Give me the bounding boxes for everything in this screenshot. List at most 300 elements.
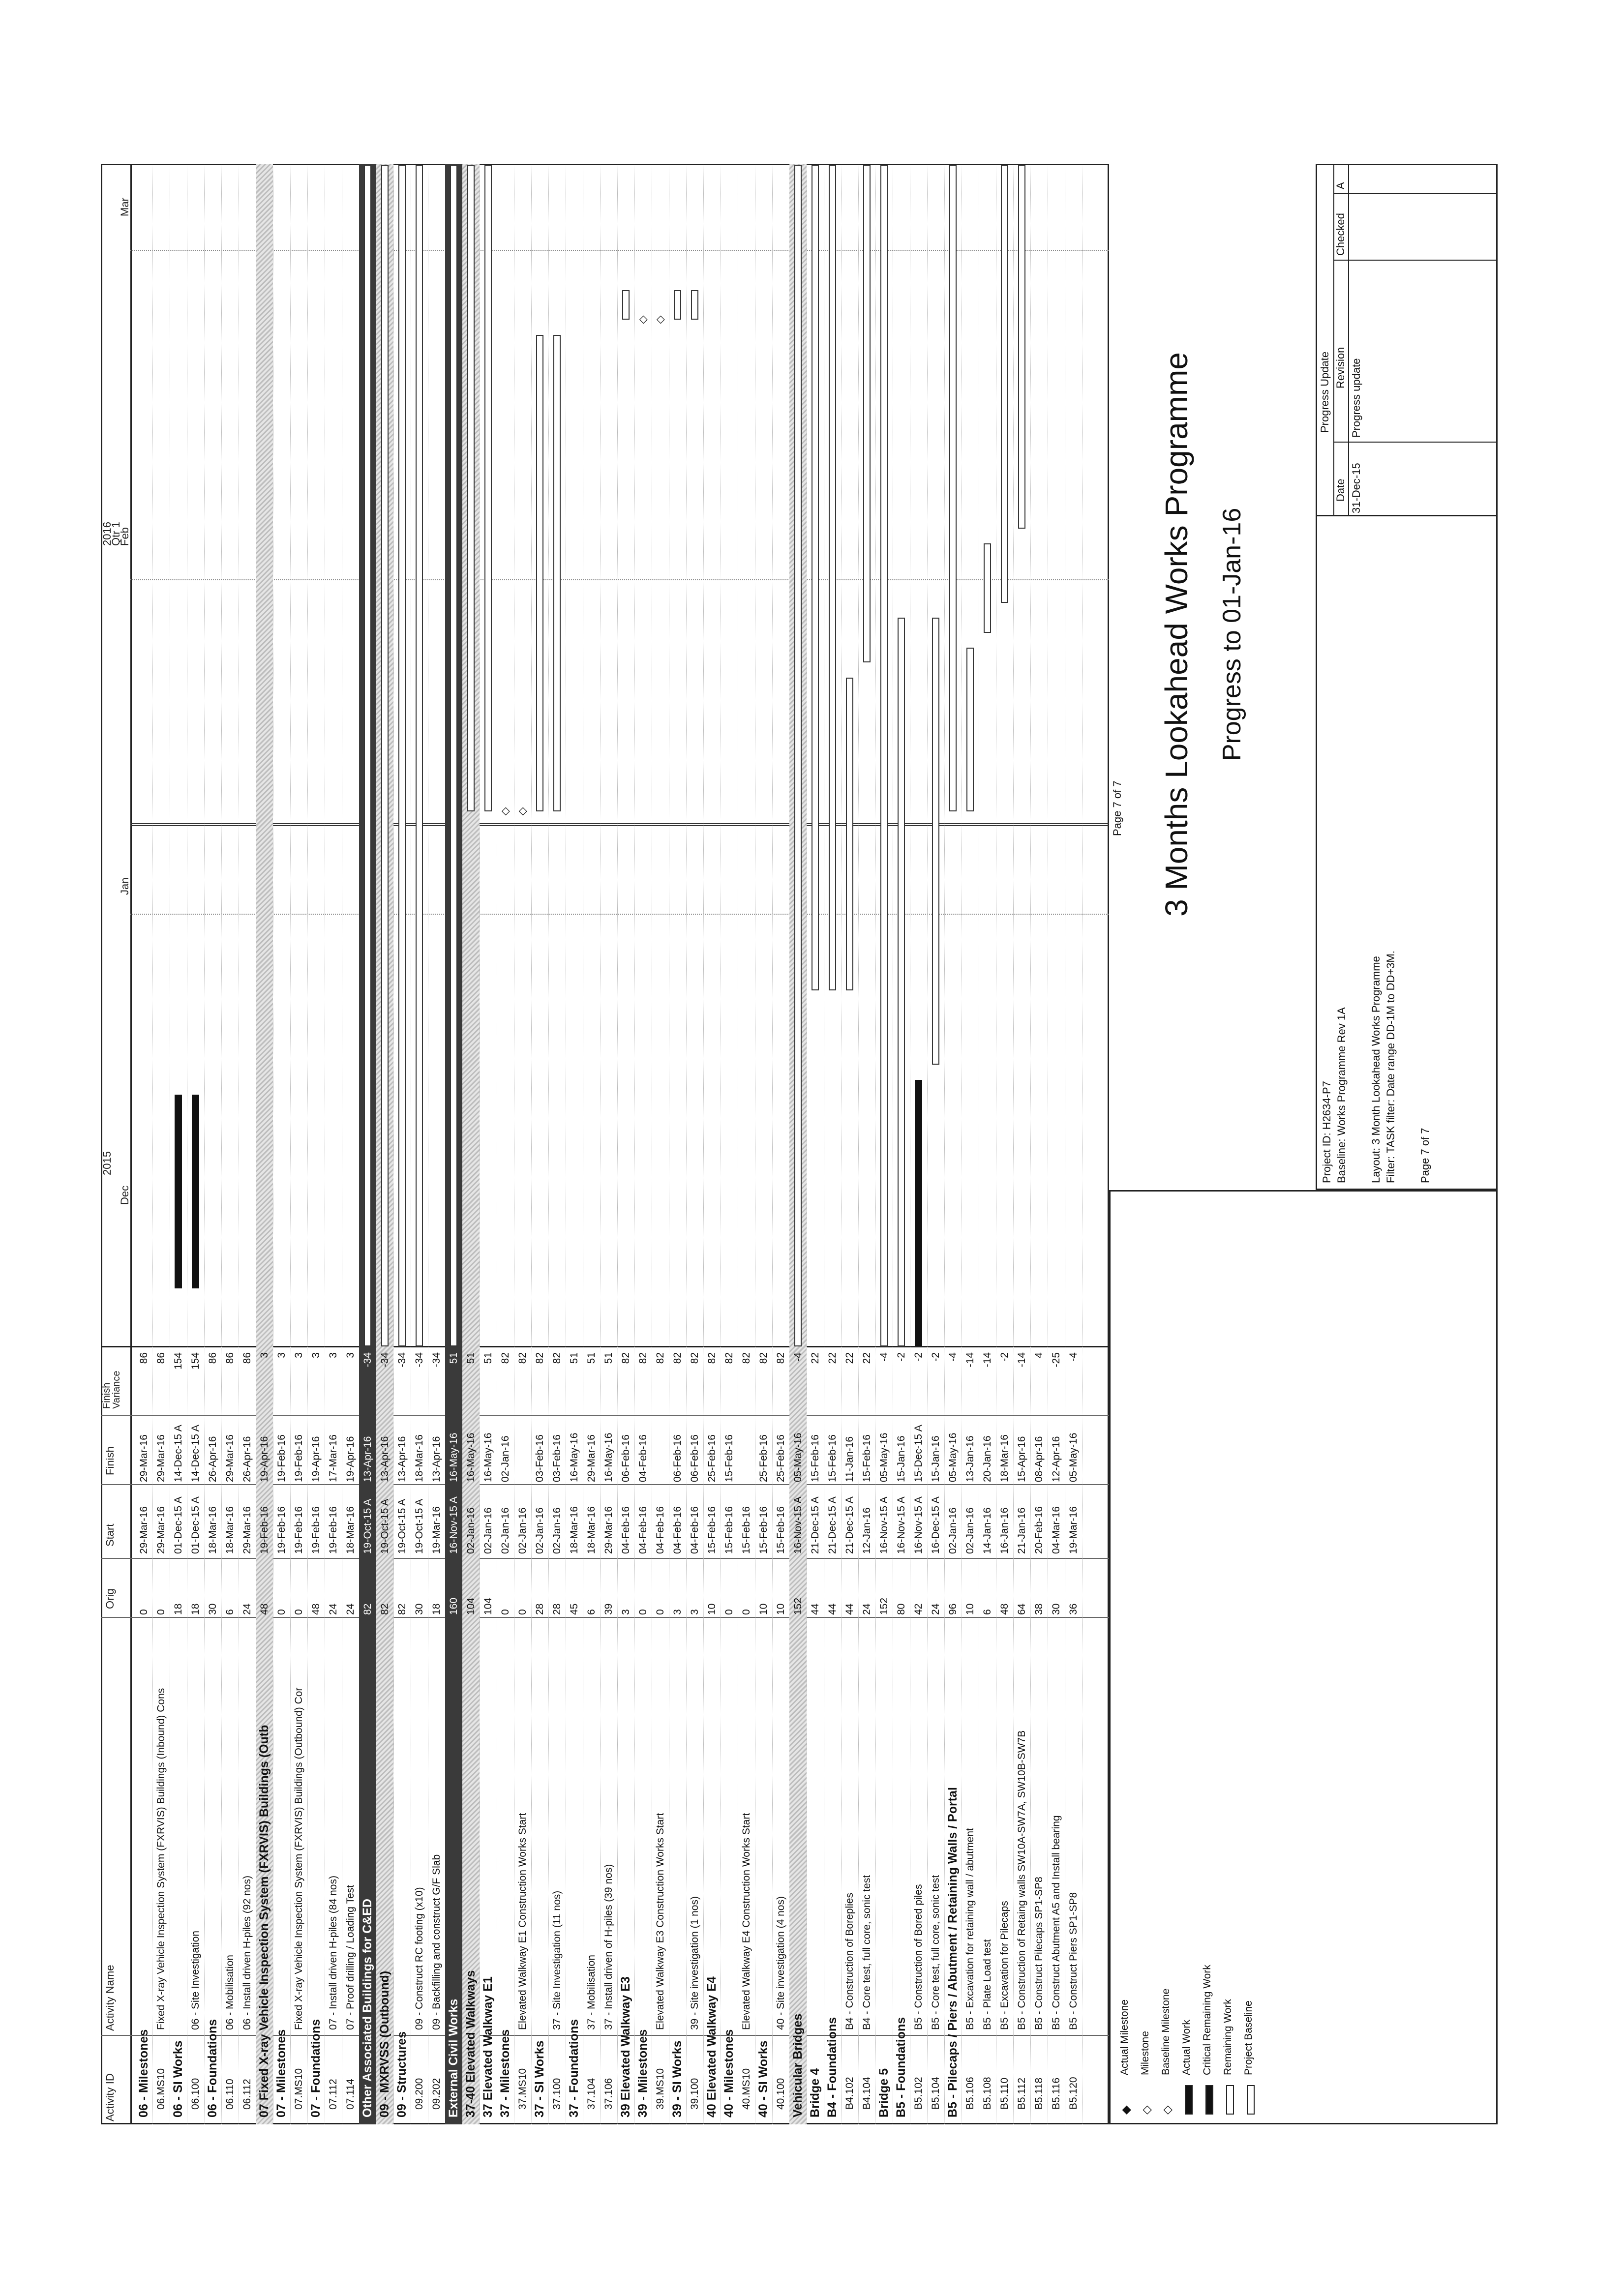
row-group-name: 39 Elevated Walkway E3 <box>619 1976 632 2117</box>
row-activity-id: B5.104 <box>930 2077 941 2110</box>
row-orig: 28 <box>534 1603 545 1615</box>
legend-label: Project Baseline <box>1243 2000 1254 2075</box>
row-group-name: Other Associated Buildings for C&ED <box>361 1899 374 2117</box>
month-feb: Feb <box>119 527 131 546</box>
row-activity-id: B4.104 <box>861 2077 872 2110</box>
row-finish: 14-Dec-15 A <box>190 1425 201 1482</box>
row-finish: 06-Feb-16 <box>689 1434 700 1482</box>
row-activity-name: B5 - Construct Pilecaps SP1-SP8 <box>1033 1877 1045 2030</box>
row-finish: 12-Apr-16 <box>1051 1436 1062 1482</box>
subtitle: Progress to 01-Jan-16 <box>1218 507 1246 761</box>
row-group-name: 40 Elevated Walkway E4 <box>705 1976 719 2117</box>
filter: Filter: TASK filter: Date range DD-1M to DD+3M. <box>1384 951 1397 1183</box>
row-orig: 18 <box>431 1603 442 1615</box>
row-finish: 04-Feb-16 <box>637 1434 649 1482</box>
row-activity-id: B5.110 <box>999 2078 1010 2110</box>
year-2016: 2016 <box>101 522 113 546</box>
row-start: 16-Nov-15 A <box>896 1496 907 1554</box>
row-group-name: 07 - Milestones <box>274 2029 288 2117</box>
remaining-work-bar <box>829 165 836 990</box>
row-activity-name: B5 - Plate Load test <box>982 1939 993 2030</box>
table-row <box>703 164 721 2124</box>
row-orig: 28 <box>551 1603 563 1615</box>
row-finish-variance: 86 <box>155 1352 167 1364</box>
row-orig: 44 <box>827 1603 838 1615</box>
row-start: 04-Mar-16 <box>1051 1506 1062 1554</box>
row-start: 15-Feb-16 <box>775 1506 786 1554</box>
row-start: 04-Feb-16 <box>689 1506 700 1554</box>
row-group-name: B4 - Foundations <box>825 2017 839 2117</box>
row-activity-id: B5.108 <box>982 2077 993 2110</box>
row-start: 16-Nov-15 A <box>913 1496 924 1554</box>
row-start: 14-Jan-16 <box>982 1507 993 1554</box>
row-orig: 30 <box>1051 1603 1062 1615</box>
remaining-work-bar <box>553 335 561 812</box>
table-row <box>342 164 359 2124</box>
row-orig: 10 <box>758 1603 769 1615</box>
row-finish-variance: 22 <box>827 1352 838 1364</box>
row-finish: 15-Jan-16 <box>930 1435 941 1482</box>
programme-sheet <box>101 164 1503 2124</box>
main-title: 3 Months Lookahead Works Programme <box>1159 352 1194 917</box>
row-finish: 18-Mar-16 <box>414 1434 425 1482</box>
row-group-name: 06 - SI Works <box>171 2040 185 2117</box>
row-activity-name: B5 - Core test, full core, sonic test <box>930 1875 941 2030</box>
remaining-work-bar <box>880 165 888 1346</box>
row-finish-variance: 82 <box>672 1352 683 1364</box>
remaining-work-bar <box>966 648 974 811</box>
row-finish-variance: 3 <box>328 1352 339 1358</box>
row-finish-variance: 82 <box>723 1352 735 1364</box>
row-finish-variance: -4 <box>878 1352 890 1362</box>
row-activity-name: B5 - Excavation for Pilecaps <box>999 1901 1010 2030</box>
row-orig: 0 <box>655 1609 666 1615</box>
table-row <box>962 164 979 2124</box>
project-id: Project ID: H2634-P7 <box>1321 1081 1333 1183</box>
row-finish: 05-May-16 <box>792 1432 804 1482</box>
progress-h-checked: Checked <box>1334 213 1347 256</box>
row-activity-id: 37.100 <box>551 2078 563 2110</box>
row-finish-variance: -4 <box>947 1352 959 1362</box>
row-activity-name: 39 - Site investigation (1 nos) <box>689 1896 700 2030</box>
row-orig: 3 <box>620 1609 632 1615</box>
row-start: 19-Feb-16 <box>276 1506 287 1554</box>
row-finish-variance: 82 <box>689 1352 700 1364</box>
row-finish: 26-Apr-16 <box>241 1436 253 1482</box>
row-start: 04-Feb-16 <box>620 1506 632 1554</box>
remaining-work-bar <box>846 678 853 990</box>
row-start: 04-Feb-16 <box>637 1506 649 1554</box>
row-orig: 10 <box>964 1603 976 1615</box>
table-row <box>135 164 152 2124</box>
remaining-work-bar <box>1018 165 1025 529</box>
row-orig: 36 <box>1068 1603 1079 1615</box>
row-finish-variance: 82 <box>758 1352 769 1364</box>
row-finish-variance: 51 <box>569 1352 580 1364</box>
legend-label: Baseline Milestone <box>1160 1988 1172 2075</box>
row-start: 02-Jan-16 <box>500 1507 511 1554</box>
row-start: 16-Dec-15 A <box>930 1496 941 1554</box>
row-orig: 48 <box>310 1603 322 1615</box>
row-finish-variance: 3 <box>310 1352 322 1358</box>
row-orig: 24 <box>930 1603 941 1615</box>
row-activity-name: B4 - Construction of Boreplies <box>844 1893 855 2030</box>
row-finish-variance: 82 <box>534 1352 545 1364</box>
progress-col-2 <box>1333 260 1498 261</box>
row-finish: 06-Feb-16 <box>672 1434 683 1482</box>
row-finish: 16-May-16 <box>448 1432 459 1482</box>
row-start: 29-Mar-16 <box>155 1506 167 1554</box>
row-group-name: External Civil Works <box>447 1998 460 2117</box>
row-start: 02-Jan-16 <box>465 1507 477 1554</box>
row-activity-name: 06 - Install driven H-piles (92 nos) <box>241 1876 253 2030</box>
month-dec: Dec <box>119 1185 131 1205</box>
row-start: 29-Mar-16 <box>138 1506 150 1554</box>
row-finish-variance: -4 <box>792 1352 804 1362</box>
row-finish: 15-Apr-16 <box>1016 1436 1027 1482</box>
table-row <box>428 164 445 2124</box>
remaining-work-bar <box>674 290 681 320</box>
row-finish-variance: 154 <box>173 1352 184 1370</box>
row-group-name: 37-40 Elevated Walkways <box>464 1970 478 2117</box>
table-row <box>755 164 772 2124</box>
row-orig: 10 <box>775 1603 786 1615</box>
row-activity-name: B5 - Construct Piers SP1-SP8 <box>1068 1892 1079 2030</box>
row-orig: 3 <box>689 1609 700 1615</box>
progress-h-date: Date <box>1334 478 1347 502</box>
row-start: 02-Jan-16 <box>517 1507 528 1554</box>
row-start: 21-Jan-16 <box>1016 1507 1027 1554</box>
row-start: 18-Mar-16 <box>569 1506 580 1554</box>
remaining-work-bar <box>984 543 991 633</box>
row-orig: 45 <box>569 1603 580 1615</box>
row-activity-id: 40.MS10 <box>741 2068 752 2110</box>
row-orig: 6 <box>224 1609 236 1615</box>
table-row <box>566 164 583 2124</box>
row-orig: 44 <box>810 1603 821 1615</box>
row-start: 02-Jan-16 <box>964 1507 976 1554</box>
row-finish: 15-Dec-15 A <box>913 1425 924 1482</box>
row-start: 19-Feb-16 <box>328 1506 339 1554</box>
row-orig: 82 <box>396 1603 408 1615</box>
row-finish: 18-Mar-16 <box>999 1434 1010 1482</box>
row-start: 19-Oct-15 A <box>414 1498 425 1554</box>
actual-work-bar <box>915 1080 922 1346</box>
row-finish-variance: -34 <box>431 1352 442 1368</box>
row-finish: 16-May-16 <box>482 1432 494 1482</box>
row-finish: 05-May-16 <box>1068 1432 1079 1482</box>
header-activity-name: Activity Name <box>104 1965 116 2031</box>
row-finish: 15-Feb-16 <box>723 1434 735 1482</box>
table-row <box>583 164 600 2124</box>
row-finish: 03-Feb-16 <box>534 1434 545 1482</box>
row-group-name: Bridge 5 <box>877 2068 891 2117</box>
row-activity-id: 07.112 <box>328 2079 339 2110</box>
row-group-name: 07 - Foundations <box>309 2019 323 2117</box>
month-mar: Mar <box>119 198 131 216</box>
row-start: 18-Mar-16 <box>207 1506 218 1554</box>
row-activity-name: Elevated Walkway E4 Construction Works Start <box>741 1813 752 2030</box>
row-orig: 18 <box>190 1603 201 1615</box>
row-start: 02-Jan-16 <box>551 1507 563 1554</box>
header-finish: Finish <box>104 1446 116 1475</box>
row-start: 19-Oct-15 A <box>362 1498 373 1554</box>
row-finish-variance: -34 <box>414 1352 425 1368</box>
actual-work-bar-icon <box>1185 2085 1193 2115</box>
row-orig: 96 <box>947 1603 959 1615</box>
row-start: 18-Mar-16 <box>345 1506 356 1554</box>
row-finish: 17-Mar-16 <box>328 1434 339 1482</box>
row-finish-variance: 51 <box>586 1352 597 1364</box>
row-group-name: Vehicular Bridges <box>791 2013 805 2117</box>
row-finish-variance: -34 <box>379 1352 391 1368</box>
critical-bar-icon <box>1205 2085 1213 2115</box>
remaining-work-bar <box>812 165 819 990</box>
row-start: 21-Dec-15 A <box>810 1496 821 1554</box>
row-activity-id: B5.118 <box>1033 2078 1045 2110</box>
table-row <box>204 164 221 2124</box>
table-row <box>600 164 617 2124</box>
row-finish-variance: -2 <box>999 1352 1010 1362</box>
row-start: 21-Dec-15 A <box>844 1496 855 1554</box>
actual-work-bar <box>192 1095 199 1288</box>
progress-title: Progress Update <box>1319 351 1331 433</box>
row-activity-id: B5.120 <box>1068 2077 1079 2110</box>
row-start: 15-Feb-16 <box>706 1506 718 1554</box>
table-row <box>669 164 686 2124</box>
row-orig: 82 <box>379 1603 391 1615</box>
row-activity-id: B5.112 <box>1016 2078 1027 2110</box>
row-start: 01-Dec-15 A <box>190 1496 201 1554</box>
row-activity-id: 37.MS10 <box>517 2068 528 2110</box>
table-row <box>1048 164 1065 2124</box>
page-number-top: Page 7 of 7 <box>1111 780 1123 836</box>
row-orig: 0 <box>276 1609 287 1615</box>
row-orig: 24 <box>345 1603 356 1615</box>
remaining-work-bar <box>622 290 630 320</box>
table-row <box>979 164 996 2124</box>
row-group-name: B5 - Pilecaps / Piers / Abutment / Retaining Walls / Portal <box>946 1787 960 2117</box>
row-finish-variance: -14 <box>1016 1352 1027 1368</box>
row-activity-id: 06.MS10 <box>155 2068 167 2110</box>
page-number: Page 7 of 7 <box>1419 1128 1431 1183</box>
table-row <box>927 164 944 2124</box>
row-finish: 15-Feb-16 <box>861 1434 872 1482</box>
row-activity-name: 07 - Install driven H-piles (84 nos) <box>328 1876 339 2030</box>
row-orig: 48 <box>259 1603 270 1615</box>
remaining-work-bar <box>949 165 957 811</box>
row-finish-variance: -34 <box>396 1352 408 1368</box>
row-orig: 104 <box>465 1597 477 1615</box>
row-finish-variance: 51 <box>603 1352 614 1364</box>
row-finish: 13-Apr-16 <box>396 1436 408 1482</box>
table-row <box>514 164 531 2124</box>
remaining-work-bar <box>1001 165 1008 603</box>
remaining-work-bar <box>381 165 389 1346</box>
filled-diamond-icon: ◆ <box>1119 2105 1133 2115</box>
row-activity-id: 37.104 <box>586 2078 597 2110</box>
row-activity-name: 40 - Site investigation (4 nos) <box>775 1896 786 2030</box>
row-orig: 0 <box>517 1609 528 1615</box>
row-finish-variance: 82 <box>500 1352 511 1364</box>
row-orig: 38 <box>1033 1603 1045 1615</box>
row-group-name: 37 Elevated Walkway E1 <box>481 1976 495 2117</box>
row-finish <box>652 1416 669 1482</box>
row-finish-variance: -14 <box>964 1352 976 1368</box>
table-row <box>1030 164 1048 2124</box>
header-activity-id: Activity ID <box>104 2073 116 2121</box>
row-orig: 0 <box>723 1609 735 1615</box>
row-finish: 06-Feb-16 <box>620 1434 632 1482</box>
row-start: 19-Feb-16 <box>259 1506 270 1554</box>
row-finish: 19-Apr-16 <box>345 1436 356 1482</box>
row-start: 19-Mar-16 <box>1068 1506 1079 1554</box>
row-orig: 6 <box>586 1609 597 1615</box>
row-orig: 24 <box>241 1603 253 1615</box>
row-finish-variance: 3 <box>276 1352 287 1358</box>
row-activity-name: 07 - Proof drilling / Loading Test <box>345 1885 356 2030</box>
table-row <box>290 164 307 2124</box>
row-activity-id: 09.202 <box>431 2078 442 2110</box>
row-group-name: 06 - Milestones <box>137 2029 150 2117</box>
row-finish-variance: 82 <box>775 1352 786 1364</box>
row-activity-name: 06 - Site Investigation <box>190 1931 201 2030</box>
row-start: 15-Feb-16 <box>723 1506 735 1554</box>
row-finish: 25-Feb-16 <box>775 1434 786 1482</box>
row-finish-variance: 4 <box>1033 1352 1045 1358</box>
milestone-diamond: ◇ <box>516 807 528 816</box>
row-separator <box>1082 164 1083 2124</box>
remaining-work-bar <box>898 618 905 1347</box>
row-finish: 29-Mar-16 <box>224 1434 236 1482</box>
row-activity-id: 39.100 <box>689 2078 700 2110</box>
row-finish: 14-Dec-15 A <box>173 1425 184 1482</box>
layout: Layout: 3 Month Lookahead Works Programme <box>1370 956 1382 1183</box>
remaining-bar-icon <box>1226 2085 1234 2115</box>
row-activity-id: 07.114 <box>345 2079 356 2110</box>
row-start: 29-Mar-16 <box>241 1506 253 1554</box>
legend-box <box>1109 1190 1498 2124</box>
row-finish-variance: -4 <box>1068 1352 1079 1362</box>
row-orig: 0 <box>155 1609 167 1615</box>
row-finish-variance: 82 <box>551 1352 563 1364</box>
row-orig: 39 <box>603 1603 614 1615</box>
row-activity-id: 09.200 <box>414 2078 425 2110</box>
row-finish: 29-Mar-16 <box>138 1434 150 1482</box>
row-group-name: 06 - Foundations <box>206 2019 219 2117</box>
row-finish: 29-Mar-16 <box>586 1434 597 1482</box>
remaining-work-bar <box>416 165 423 1346</box>
row-orig: 48 <box>999 1603 1010 1615</box>
row-activity-name: Elevated Walkway E1 Construction Works Start <box>517 1813 528 2030</box>
row-finish-variance: -34 <box>362 1352 373 1368</box>
row-activity-name: Fixed X-ray Vehicle Inspection System (FXRVIS) Buildings (Inbound) Cons <box>155 1688 167 2030</box>
remaining-work-bar <box>364 165 371 1346</box>
row-finish-variance: 3 <box>259 1352 270 1358</box>
row-group-name: 07 Fixed X-ray Vehicle Inspection System (FXRVIS) Buildings (Outb <box>257 1725 271 2117</box>
remaining-work-bar <box>691 290 698 320</box>
row-orig: 0 <box>293 1609 304 1615</box>
row-finish: 05-May-16 <box>947 1432 959 1482</box>
row-finish-variance: 86 <box>207 1352 218 1364</box>
row-finish: 19-Feb-16 <box>293 1434 304 1482</box>
row-finish-variance: 22 <box>810 1352 821 1364</box>
row-activity-id: 07.MS10 <box>293 2068 304 2110</box>
row-finish: 13-Jan-16 <box>964 1435 976 1482</box>
quarter-label: Qtr 1 <box>110 522 122 546</box>
row-start: 16-Nov-15 A <box>878 1496 890 1554</box>
row-finish-variance: 82 <box>741 1352 752 1364</box>
row-orig: 64 <box>1016 1603 1027 1615</box>
row-finish-variance: 154 <box>190 1352 201 1370</box>
row-activity-name: Fixed X-ray Vehicle Inspection System (FXRVIS) Buildings (Outbound) Cor <box>293 1687 304 2030</box>
row-orig: 104 <box>482 1597 494 1615</box>
remaining-work-bar <box>450 165 457 1346</box>
row-orig: 18 <box>173 1603 184 1615</box>
diamond-icon: ◇ <box>1140 2105 1153 2115</box>
row-activity-name: B5 - Construct Abutment A5 and Install bearing <box>1051 1815 1062 2030</box>
row-orig: 152 <box>792 1597 804 1615</box>
row-finish: 05-May-16 <box>878 1432 890 1482</box>
row-start: 21-Dec-15 A <box>827 1496 838 1554</box>
row-finish-variance: -14 <box>982 1352 993 1368</box>
progress-h-a: A <box>1334 182 1347 189</box>
row-finish-variance: 86 <box>241 1352 253 1364</box>
row-start: 19-Feb-16 <box>310 1506 322 1554</box>
row-finish <box>514 1416 531 1482</box>
row-orig: 80 <box>896 1603 907 1615</box>
row-activity-name: B4 - Core test, full core, sonic test <box>861 1875 872 2030</box>
row-finish-variance: -2 <box>913 1352 924 1362</box>
row-finish: 29-Mar-16 <box>155 1434 167 1482</box>
row-orig: 30 <box>414 1603 425 1615</box>
row-group-name: B5 - Foundations <box>894 2017 908 2117</box>
row-finish-variance: 51 <box>465 1352 477 1364</box>
row-start: 02-Jan-16 <box>534 1507 545 1554</box>
progress-col-1 <box>1333 442 1498 443</box>
table-row <box>497 164 514 2124</box>
table-row <box>772 164 789 2124</box>
row-start: 19-Mar-16 <box>431 1506 442 1554</box>
row-activity-name: 37 - Install driven of H-piles (39 nos) <box>603 1864 614 2030</box>
remaining-work-bar <box>932 618 939 1065</box>
row-start: 29-Mar-16 <box>603 1506 614 1554</box>
row-activity-id: 06.100 <box>190 2078 201 2110</box>
row-start: 19-Oct-15 A <box>379 1498 391 1554</box>
row-activity-name: 37 - Mobilisation <box>586 1955 597 2030</box>
legend-label: Critical Remaining Work <box>1202 1965 1213 2075</box>
progress-row-revision: Progress update <box>1350 358 1362 438</box>
row-activity-id: B5.102 <box>913 2077 924 2110</box>
table-row <box>1065 164 1082 2124</box>
row-start: 18-Mar-16 <box>586 1506 597 1554</box>
row-finish: 15-Jan-16 <box>896 1435 907 1482</box>
row-start: 16-Nov-15 A <box>448 1496 459 1554</box>
row-finish: 13-Apr-16 <box>362 1436 373 1482</box>
table-row <box>307 164 325 2124</box>
row-finish-variance: -2 <box>930 1352 941 1362</box>
table-row <box>152 164 170 2124</box>
row-activity-id: B5.116 <box>1051 2078 1062 2110</box>
row-activity-name: B5 - Excavation for retaining wall / abutment <box>964 1828 976 2030</box>
baseline-bar-icon <box>1247 2085 1255 2115</box>
row-activity-name: 09 - Backfilling and construct G/F Slab <box>431 1854 442 2030</box>
table-row <box>686 164 703 2124</box>
row-finish: 25-Feb-16 <box>706 1434 718 1482</box>
remaining-work-bar <box>536 335 543 812</box>
progress-col-3 <box>1333 193 1498 194</box>
row-finish: 13-Apr-16 <box>379 1436 391 1482</box>
